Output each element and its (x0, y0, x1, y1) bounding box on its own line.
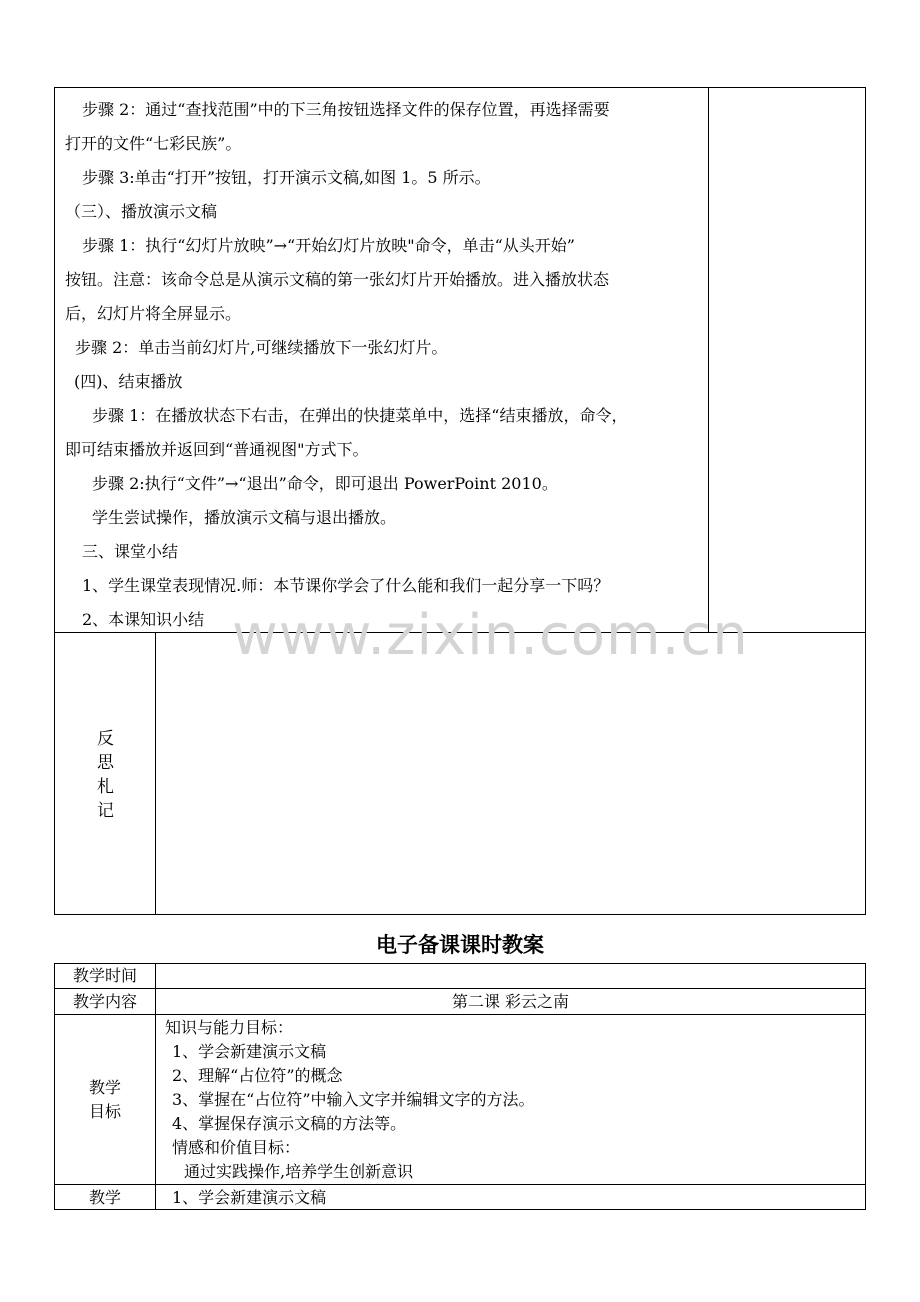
reflection-char-4: 记 (97, 801, 114, 821)
reflection-char-1: 反 (97, 729, 114, 749)
content-label: 教学内容 (72, 992, 137, 1011)
page-title: 电子备课课时教案 (376, 933, 544, 957)
play-step-2-line: 步骤 2：单击当前幻灯片,可继续播放下一张幻灯片。 (75, 338, 448, 357)
summary-item-1: 1、学生课堂表现情况.师：本节课你学会了什么能和我们一起分享一下吗？ (82, 576, 610, 595)
end-step-1-line-1: 步骤 1：在播放状态下右击，在弹出的快捷菜单中，选择“结束播放，命令， (92, 406, 628, 425)
play-step-1-line-2: 按钮。注意：该命令总是从演示文稿的第一张幻灯片开始播放。进入播放状态 (65, 270, 610, 289)
goal-line-1: 知识与能力目标： (165, 1018, 294, 1037)
goals-label-line-2: 目标 (88, 1102, 121, 1121)
goal-line-4: 3、掌握在“占位符”中输入文字并编辑文字的方法。 (172, 1090, 535, 1109)
next-row-value: 1、学会新建演示文稿 (172, 1188, 327, 1207)
end-step-1-line-2: 即可结束播放并返回到“普通视图"方式下。 (65, 440, 369, 459)
goal-line-6: 情感和价值目标： (172, 1138, 301, 1157)
section-3-heading: （三）、播放演示文稿 (65, 202, 218, 221)
reflection-char-3: 札 (97, 777, 114, 797)
watermark: www.zixin.com.cn (232, 603, 749, 668)
section-4-heading: (四)、结束播放 (74, 372, 183, 391)
play-step-1-line-3: 后，幻灯片将全屏显示。 (65, 304, 242, 323)
step-2-line-1: 步骤 2：通过“查找范围”中的下三角按钮选择文件的保存位置，再选择需要 (82, 100, 610, 119)
student-practice-line: 学生尝试操作，播放演示文稿与退出播放。 (92, 508, 397, 527)
next-row-label: 教学 (88, 1188, 121, 1207)
summary-heading: 三、课堂小结 (82, 542, 179, 561)
goal-line-5: 4、掌握保存演示文稿的方法等。 (172, 1114, 407, 1133)
goal-line-3: 2、理解“占位符”的概念 (172, 1066, 343, 1085)
goal-line-7: 通过实践操作,培养学生创新意识 (184, 1162, 414, 1181)
reflection-char-2: 思 (97, 753, 114, 773)
step-3-line: 步骤 3:单击“打开”按钮，打开演示文稿,如图 1。5 所示。 (82, 168, 491, 187)
end-step-2-line: 步骤 2:执行“文件”→“退出”命令，即可退出 PowerPoint 2010。 (92, 474, 558, 493)
step-2-line-2: 打开的文件“七彩民族”。 (65, 134, 242, 153)
time-label: 教学时间 (72, 966, 137, 985)
summary-item-2: 2、本课知识小结 (82, 610, 205, 629)
content-value: 第二课 彩云之南 (451, 992, 570, 1011)
play-step-1-line-1: 步骤 1：执行“幻灯片放映”→“开始幻灯片放映"命令，单击“从头开始” (82, 236, 575, 255)
goals-label-line-1: 教学 (88, 1078, 121, 1097)
goal-line-2: 1、学会新建演示文稿 (172, 1042, 327, 1061)
